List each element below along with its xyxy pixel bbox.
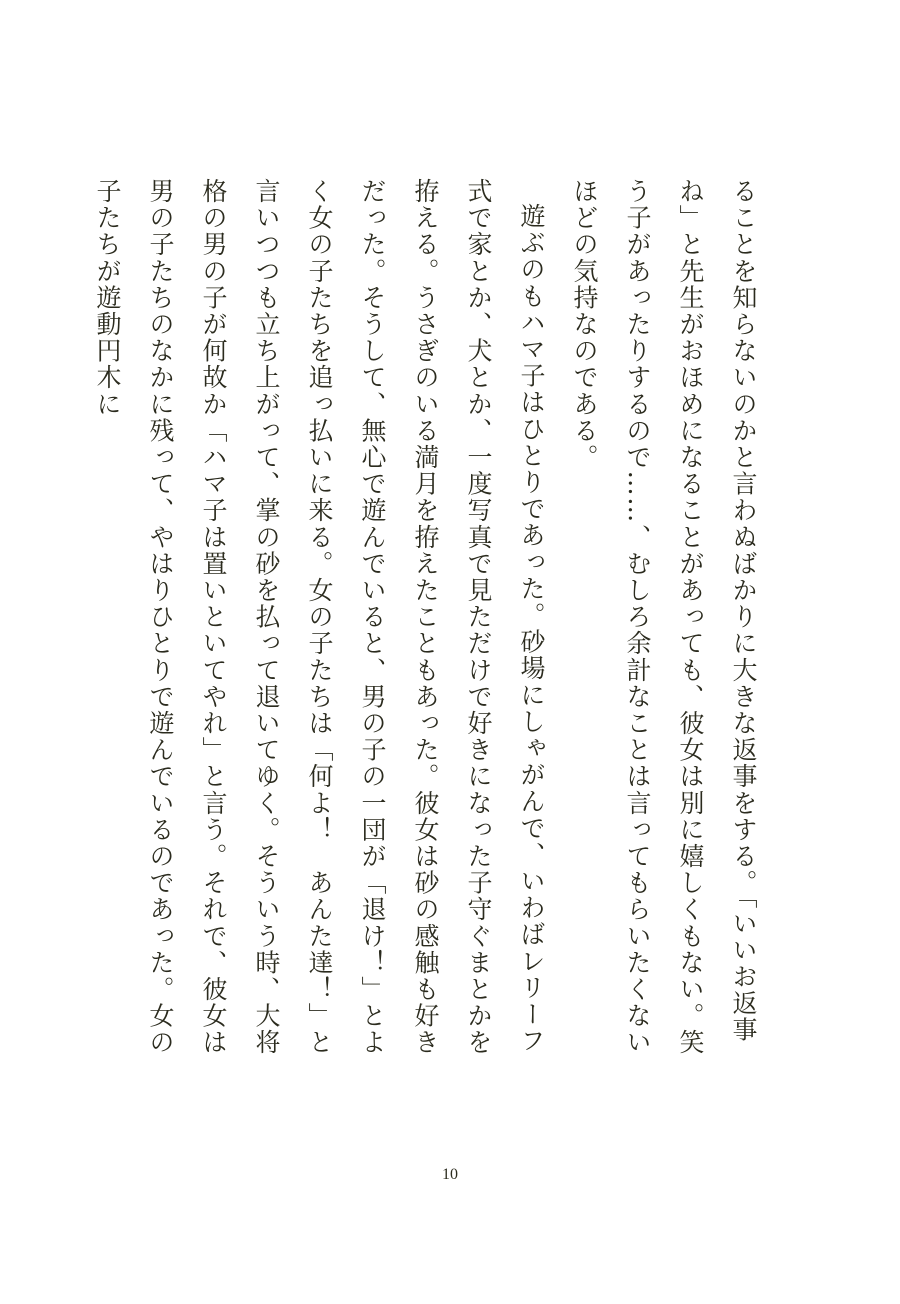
- page-number: 10: [442, 1166, 458, 1183]
- paragraph-2: 遊ぶのもハマ子はひとりであった。砂場にしゃがんで、いわばレリーフ式で家とか、犬とか、一度写真で見ただけで好きになった子守ぐまとかを拵える。うさぎのいる満月を拵えたこともあった。彼女は砂の感触も好きだった。そうして、無心で遊んでいると、男の子の一団が「退け！」とよく女の子たちを追っ払いに来る。女の子たちは「何よ！ あんた達！」と言いつつも立ち上がって、掌の砂を払って退いてゆく。そういう時、大将格の男の子が何故か「ハマ子は置いといてやれ」と言う。それで、彼女は男の子たちのなかに残って、やはりひとりで遊んでいるのであった。女の子たちが遊動円木に: [93, 178, 546, 1056]
- paragraph-1: ることを知らないのかと言わぬばかりに大きな返事をする。「いいお返事ね」と先生がおほめになることがあっても、彼女は別に嬉しくもない。笑う子があったりするので……、むしろ余計なことは言ってもらいたくないほどの気持なのである。: [570, 178, 758, 1056]
- page-body-text: [93, 178, 770, 1058]
